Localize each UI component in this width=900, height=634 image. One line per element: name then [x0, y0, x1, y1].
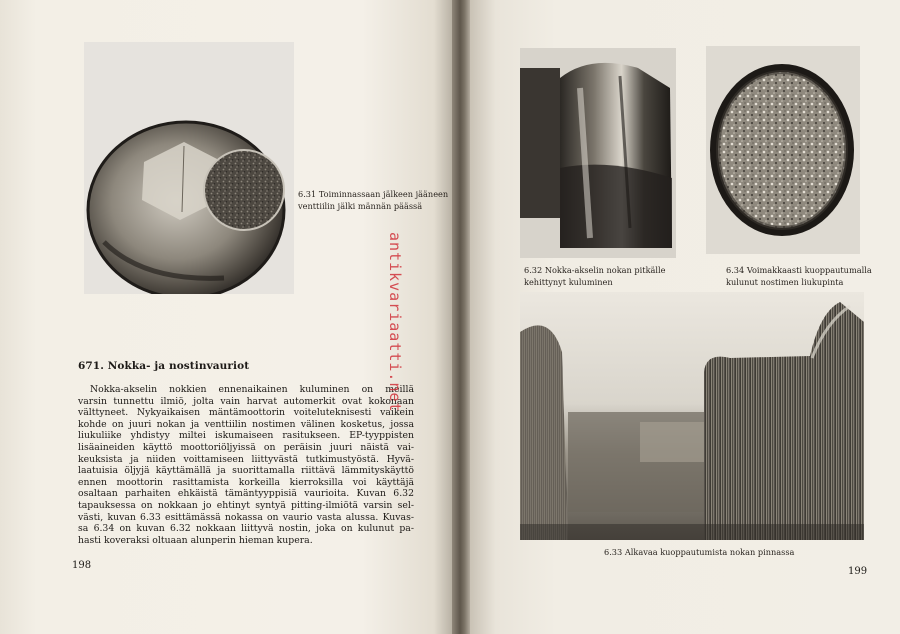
paragraph-line: Nokka-akselin nokkien ennenaikainen kuluminen on meillä: [90, 384, 414, 395]
section-heading: 671. Nokka- ja nostinvauriot: [78, 360, 250, 372]
figure-631-photo: [84, 42, 294, 294]
figure-631-caption: [298, 188, 448, 212]
paragraph-line: liukuliike yhdistyy miltei iskumaiseen rasitukseen. EP-tyyppisten: [78, 430, 414, 442]
caption-line: 6.32 Nokka-akselin nokan pitkälle: [524, 265, 666, 275]
caption-line: 6.34 Voimakkaasti kuoppautumalla: [726, 265, 872, 275]
figure-633-caption: 6.33 Alkavaa kuoppautumista nokan pinnassa: [604, 547, 795, 557]
caption-line: venttiilin jälki männän päässä: [298, 201, 423, 211]
paragraph-line: västi, kuvan 6.33 esittämässä nokassa on vaurio vasta alussa. Kuvas-: [78, 511, 414, 523]
caption-line: kulunut nostimen liukupinta: [726, 277, 844, 287]
figure-634-photo: [706, 46, 860, 254]
paragraph-line: tapauksessa on nokkaan jo ehtinyt syntyä pitting-ilmiötä varsin sel-: [78, 499, 414, 511]
figure-632-photo: [520, 48, 676, 258]
body-paragraph: [78, 384, 414, 546]
paragraph-line: sa 6.34 on kuvan 6.32 nokkaan liittyvä nostin, joka on kulunut pa-: [78, 523, 414, 535]
paragraph-line: varsin tunnettu ilmiö, jolta vain harvat automerkit ovat kokonaan: [78, 395, 414, 407]
page-number-right: 199: [848, 566, 868, 577]
caption-line: kehittynyt kuluminen: [524, 277, 613, 287]
camshaft-lobe-icon: [520, 48, 676, 258]
piston-crown-icon: [84, 42, 294, 294]
paragraph-line: lisäaineiden käyttö moottoriöljyissä on peräisin juuri näistä vai-: [78, 441, 414, 453]
figure-632-caption: [524, 264, 666, 288]
paragraph-line: laatuisia öljyjä käyttämällä ja suorittamalla riittävä lämmityskäyttö: [78, 465, 414, 477]
figure-634-caption: [726, 264, 872, 288]
book-gutter: [452, 0, 470, 634]
paragraph-line: osaltaan parhaiten ehkäistä tämäntyyppisiä vaurioita. Kuvan 6.32: [78, 488, 414, 500]
cam-lobe-pitting-icon: [520, 292, 864, 540]
paragraph-line: keuksista ja niiden voittamiseen liittyvästä tutkimustyöstä. Hyvä-: [78, 453, 414, 465]
paragraph-line: hasti koveraksi oltuaan alunperin hieman kupera.: [78, 534, 313, 546]
right-page: [470, 0, 900, 634]
tappet-face-icon: [706, 46, 860, 254]
figure-633-photo: [520, 292, 864, 540]
page-number-left: 198: [72, 560, 92, 571]
paragraph-line: välttyneet. Nykyaikaisen mäntämoottorin voiteluteknisesti vaikein: [78, 407, 414, 419]
caption-line: 6.31 Toiminnassaan jälkeen jääneen: [298, 189, 449, 199]
paragraph-line: ennen moottorin rasittamista korkeilla kierroksilla voi käyttäjä: [78, 476, 414, 488]
watermark-text: antikvariaatti.net: [386, 232, 404, 413]
paragraph-line: kohde on juuri nokan ja venttiilin nostimen välinen kosketus, jossa: [78, 418, 414, 430]
